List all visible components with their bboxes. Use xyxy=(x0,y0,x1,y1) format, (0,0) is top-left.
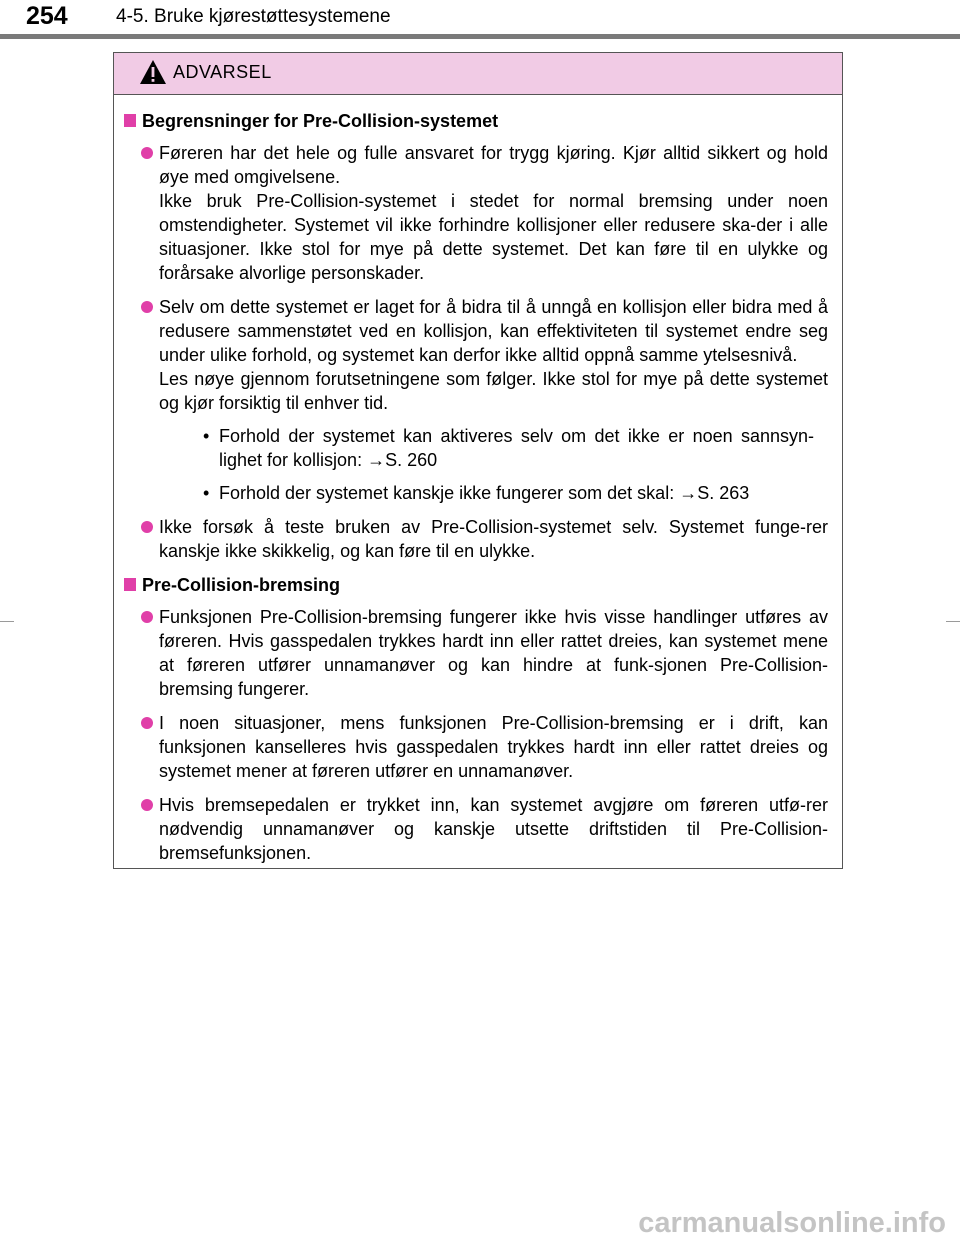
warning-title: ADVARSEL xyxy=(173,62,272,82)
item-paragraph: Føreren har det hele og fulle ansvaret for trygg kjøring. Kjør alltid sikkert og hold øye med omgivelsene. xyxy=(159,143,828,187)
warning-content xyxy=(114,105,842,875)
warning-triangle-icon xyxy=(139,59,167,85)
header-rule xyxy=(0,34,960,39)
arrow-right-icon: → xyxy=(679,483,698,503)
section-title: 4-5. Bruke kjørestøttesystemene xyxy=(116,6,391,27)
sub-list-item xyxy=(159,481,828,505)
item-paragraph: Funksjonen Pre-Collision-bremsing fungerer ikke hvis visse handlinger utføres av føreren. Hvis gasspedalen trykkes hardt inn eller rattet dreies, kan systemet mene at føreren utfører unnamanøver og kan hindre at funk-sjonen Pre-Collision-bremsing fungerer. xyxy=(159,607,828,699)
round-bullet-icon xyxy=(141,717,153,729)
section-heading-text: Begrensninger for Pre-Collision-systemet xyxy=(142,111,499,131)
dot-bullet: • xyxy=(203,483,210,503)
round-bullet-icon xyxy=(141,301,153,313)
warning-header xyxy=(114,53,842,95)
round-bullet-icon xyxy=(141,521,153,533)
item-paragraph: Hvis bremsepedalen er trykket inn, kan systemet avgjøre om føreren utfø-rer nødvendig unnamanøver og kanskje utsette driftstiden til Pre-Collision-bremsefunksjonen. xyxy=(159,795,828,863)
item-paragraph: I noen situasjoner, mens funksjonen Pre-Collision-bremsing er i drift, kan funksjonen kanselleres hvis gasspedalen trykkes hardt inn eller rattet dreies og systemet mener at føreren utfører en unnamanøver. xyxy=(159,713,828,781)
list-item xyxy=(114,793,842,865)
page-reference: S. 263 xyxy=(697,483,750,503)
list-item xyxy=(114,515,842,563)
section-heading xyxy=(114,573,842,597)
round-bullet-icon xyxy=(141,147,153,159)
square-bullet-icon xyxy=(124,114,136,127)
dot-bullet: • xyxy=(203,426,210,446)
round-bullet-icon xyxy=(141,799,153,811)
item-paragraph: Ikke bruk Pre-Collision-systemet i stedet for normal bremsing under noen omstendigheter. Systemet vil ikke forhindre kollisjoner eller redusere ska-der i alle situasjoner. Ikke stol for mye på dette systemet. Det kan føre til en ulykke og forårsake alvorlige personskader. xyxy=(159,191,828,283)
page-number: 254 xyxy=(26,2,68,30)
list-item xyxy=(114,295,842,505)
item-paragraph: Ikke forsøk å teste bruken av Pre-Collision-systemet selv. Systemet funge-rer kanskje ikke skikkelig, og kan føre til en ulykke. xyxy=(159,517,828,561)
arrow-right-icon: → xyxy=(367,450,386,470)
section-heading-text: Pre-Collision-bremsing xyxy=(142,575,341,595)
square-bullet-icon xyxy=(124,578,136,591)
crop-mark-right xyxy=(946,621,960,622)
item-paragraph: Les nøye gjennom forutsetningene som følger. Ikke stol for mye på dette systemet og kjør forsiktig til enhver tid. xyxy=(159,369,828,413)
page-reference: S. 260 xyxy=(385,450,438,470)
watermark: carmanualsonline.info xyxy=(638,1207,946,1239)
round-bullet-icon xyxy=(141,611,153,623)
list-item xyxy=(114,141,842,285)
item-paragraph: Selv om dette systemet er laget for å bidra til å unngå en kollisjon eller bidra med å redusere sammenstøtet ved en kollisjon, kan effektiviteten til systemet endre seg under ulike forhold, og systemet kan derfor ikke alltid oppnå samme ytelsesnivå. xyxy=(159,297,828,365)
sub-list-item xyxy=(159,424,828,472)
list-item xyxy=(114,711,842,783)
section-heading xyxy=(114,109,842,133)
sub-item-text: Forhold der systemet kanskje ikke fungerer som det skal: xyxy=(219,483,680,503)
crop-mark-left xyxy=(0,621,14,622)
warning-box xyxy=(113,52,843,869)
sub-item-text: Forhold der systemet kan aktiveres selv om det ikke er noen sannsyn-lighet for kollisjon: xyxy=(219,426,814,470)
list-item xyxy=(114,605,842,701)
